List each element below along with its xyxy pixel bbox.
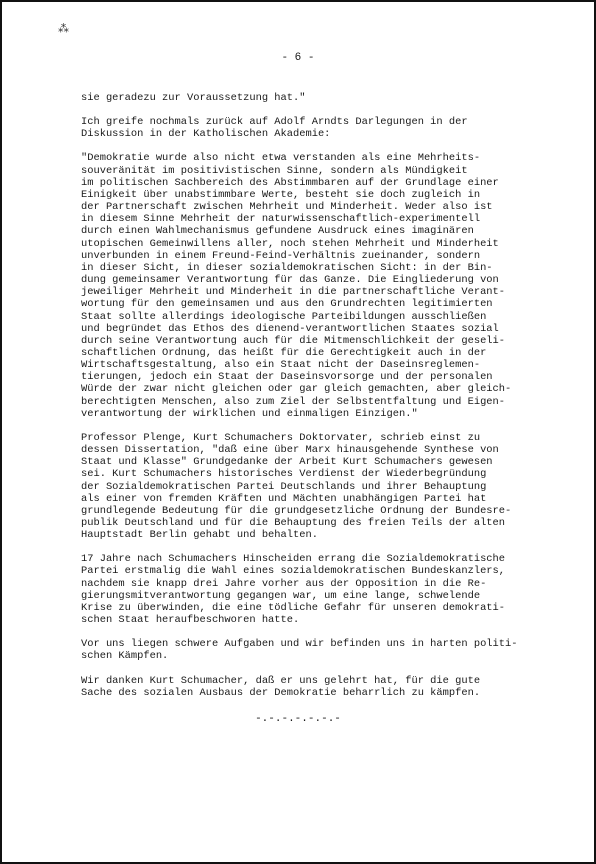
text-line: gierungsmitverantwortung gegangen war, um eine lange, schwelende	[81, 589, 481, 602]
text-line: in dieser Sicht, in dieser sozialdemokratischen Sicht: in der Bin-	[81, 261, 493, 274]
text-line: durch seine Verantwortung auch für die Mitmenschlichkeit der geseli-	[81, 334, 506, 347]
text-line: Wir danken Kurt Schumacher, daß er uns gelehrt hat, für die gute	[81, 674, 481, 687]
paragraph-thanks	[81, 675, 581, 699]
text-line: publik Deutschland und für die Behauptung des freien Teils der alten	[81, 517, 506, 529]
text-line: wortung für den gemeinsamen und aus den Grundrechten legitimierten	[81, 298, 493, 311]
text-line: im politischen Sachbereich des Abstimmbaren auf der Grundlage einer	[81, 176, 499, 189]
text-line: souveränität im positivistischen Sinne, sondern als Mündigkeit	[81, 164, 468, 177]
text-line: Krise zu überwinden, die eine tödliche Gefahr für unseren demokrati-	[81, 601, 506, 614]
paragraph-intro	[81, 116, 581, 140]
text-line: nachdem sie knapp drei Jahre vorher aus der Opposition in die Re-	[81, 577, 487, 590]
paragraph-tasks	[81, 638, 581, 662]
text-line: sei. Kurt Schumachers historisches Verdienst der Wiederbegründung	[81, 468, 487, 481]
text-line: Ich greife nochmals zurück auf Adolf Arndts Darlegungen in der	[81, 116, 468, 129]
paragraph-quote-end	[81, 92, 581, 104]
text-line: dung gemeinsamer Verantwortung für das Ganze. Die Eingliederung von	[81, 274, 499, 287]
text-line: schen Kämpfen.	[81, 650, 169, 663]
text-line: unverbunden in einem Freund-Feind-Verhältnis zueinander, sondern	[81, 249, 481, 262]
text-line: Wirtschaftsgestaltung, also ein Staat nicht der Daseinsreglemen-	[81, 359, 481, 372]
text-line: als einer von fremden Kräften und Mächten unabhängigen Partei hat	[81, 492, 487, 505]
end-mark: -.-.-.-.-.-.-	[255, 713, 341, 725]
text-line: und begründet das Ethos des dienend-verantwortlichen Staates sozial	[81, 322, 499, 335]
text-line: berechtigten Menschen, also zum Ziel der Selbstentfaltung und Eigen-	[81, 395, 506, 408]
text-line: jeweiliger Mehrheit und Minderheit in die partnerschaftliche Verant-	[81, 286, 506, 299]
text-line: tierungen, jedoch ein Staat der Daseinsvorsorge und der personalen	[81, 371, 493, 384]
text-line: Hauptstadt Berlin gehabt und behalten.	[81, 529, 318, 542]
paragraph-chancellor	[81, 553, 581, 626]
text-line: schaftlichen Ordnung, das heißt für die Gerechtigkeit auch in der	[81, 346, 487, 359]
text-line: durch einen Wahlmechanismus gefundene Ausdruck eines imaginären	[81, 225, 474, 238]
text-line: "Demokratie wurde also nicht etwa verstanden als eine Mehrheits-	[81, 152, 481, 165]
text-line: Diskussion in der Katholischen Akademie:	[81, 128, 331, 141]
text-line: Staat sollte allerdings ideologische Parteibildungen ausschließen	[81, 310, 487, 323]
text-line: Staat und Klasse" Grundgedanke der Arbeit Kurt Schumachers gewesen	[81, 456, 493, 469]
corner-mark: ⁂	[58, 24, 69, 36]
text-line: Vor uns liegen schwere Aufgaben und wir befinden uns in harten politi-	[81, 638, 518, 651]
paragraph-arndt-quote	[81, 152, 581, 419]
body-text	[81, 92, 581, 711]
text-line: in diesem Sinne Mehrheit der naturwissenschaftlich-experimentell	[81, 213, 481, 226]
text-line: Einigkeit über unabstimmbare Werte, besteht sie doch zugleich in	[81, 188, 481, 201]
text-line: 17 Jahre nach Schumachers Hinscheiden errang die Sozialdemokratische	[81, 553, 506, 566]
text-line: der Partnerschaft zwischen Mehrheit und Minderheit. Weder also ist	[81, 201, 493, 214]
text-line: sie geradezu zur Voraussetzung hat."	[81, 92, 306, 104]
text-line: Partei erstmalig die Wahl eines sozialdemokratischen Bundeskanzlers,	[81, 565, 506, 578]
text-line: schen Staat heraufbeschworen hatte.	[81, 614, 300, 627]
text-line: Sache des sozialen Ausbaus der Demokratie beharrlich zu kämpfen.	[81, 686, 481, 699]
text-line: dessen Dissertation, "daß eine über Marx hinausgehende Synthese von	[81, 444, 499, 457]
paragraph-plenge	[81, 432, 581, 541]
text-line: utopischen Gemeinwillens aller, noch stehen Mehrheit und Minderheit	[81, 237, 499, 250]
page-number: - 6 -	[281, 52, 315, 64]
text-line: der Sozialdemokratischen Partei Deutschlands und ihrer Behauptung	[81, 480, 487, 493]
text-line: Professor Plenge, Kurt Schumachers Doktorvater, schrieb einst zu	[81, 431, 481, 444]
text-line: grundlegende Bedeutung für die grundgesetzliche Ordnung der Bundesre-	[81, 504, 512, 517]
text-line: verantwortung der wirklichen und einmaligen Einzigen."	[81, 407, 418, 420]
text-line: Würde der zwar nicht gleichen oder gar gleich gemachten, aber gleich-	[81, 383, 512, 396]
